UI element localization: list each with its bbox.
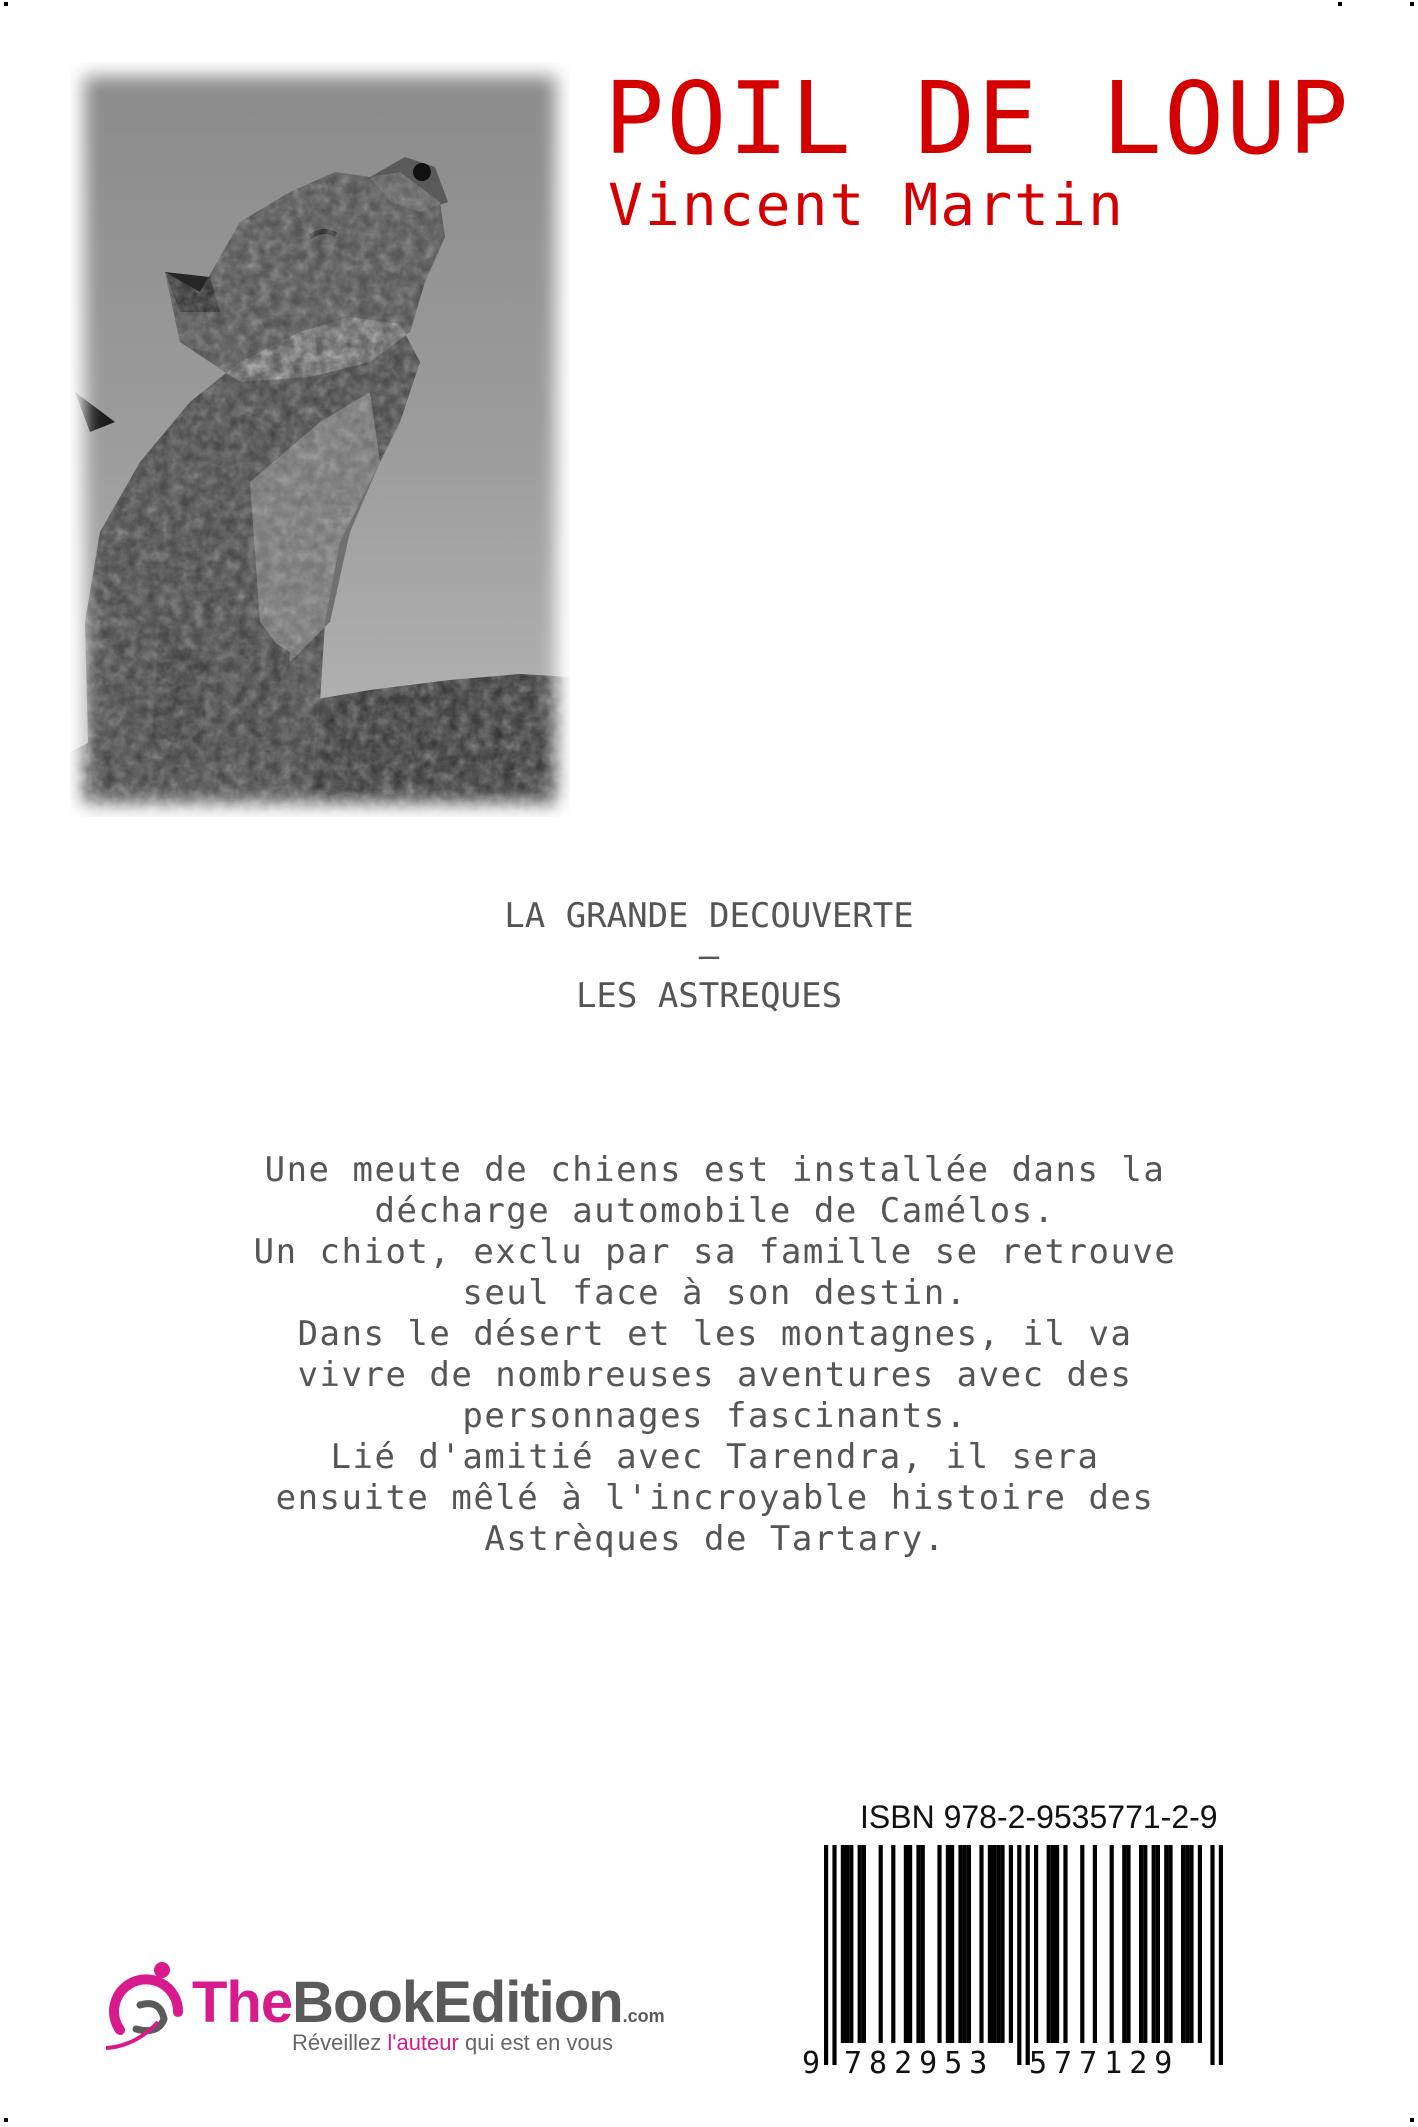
blurb-paragraph: Dans le désert et les montagnes, il va vivre de nombreuses aventures avec des personnages fascinants. [297,1314,1133,1436]
publisher-name-bookedition: BookEdition [292,1970,623,2035]
barcode-bar [996,1845,1000,2043]
barcode-bar [937,1845,941,2043]
barcode-bar [1164,1845,1168,2043]
series-line-2: LES ASTREQUES [575,976,843,1016]
barcode-bar [963,1845,967,2043]
crop-mark-right [1410,2,1414,6]
barcode-bar [1181,1845,1185,2043]
barcode-bar [845,1845,849,2043]
barcode-bar [862,1845,866,2043]
barcode-digits-left: 782953 [844,2046,995,2080]
barcode-bar [921,1845,925,2043]
barcode-bar [1080,1845,1084,2043]
barcode-bar [1139,1845,1143,2043]
publisher-emblem-icon [100,1960,190,2060]
barcode-bar [1063,1845,1067,2043]
series-separator: – [698,936,720,976]
tagline-start: Réveillez [292,2030,388,2055]
barcode-bar [858,1845,862,2043]
series-line-1: LA GRANDE DECOUVERTE [504,896,914,936]
crop-mark-top-left [4,2,8,6]
wolf-pup-illustration [70,62,570,817]
barcode-bar [908,1845,912,2043]
barcode-bar [1126,1845,1130,2043]
barcode-bar [1026,1845,1030,2065]
barcode-digits-right: 577129 [1029,2046,1180,2080]
barcode-bar [1055,1845,1059,2043]
howling-wolf-pup-icon [70,62,570,817]
tagline-accent: l'auteur [387,2030,459,2055]
barcode-bar [879,1845,883,2043]
barcode-bar [1156,1845,1160,2043]
barcode-bar [958,1845,962,2043]
barcode-bar [1210,1845,1214,2065]
barcode-bar [1047,1845,1051,2043]
isbn-barcode [794,1845,1234,2080]
blurb-paragraph: Lié d'amitié avec Tarendra, il sera ensuite mêlé à l'incroyable histoire des Astrèques de Tartary. [275,1437,1155,1559]
publisher-tagline [292,2030,613,2056]
barcode-bar [904,1845,908,2043]
barcode-bar [1000,1845,1004,2043]
barcode-bar [988,1845,992,2043]
tagline-end: qui est en vous [458,2030,613,2055]
barcode-bar [1017,1845,1021,2065]
barcode-bar [992,1845,996,2043]
publisher-logo [100,1960,680,2060]
barcode-bar [1093,1845,1097,2043]
barcode-bar [1219,1845,1223,2065]
crop-mark-top-right [1338,2,1342,6]
barcode-bar [1122,1845,1126,2043]
barcode-bar [979,1845,983,2043]
barcode-bar [824,1845,828,2065]
publisher-domain: .com [622,2006,665,2026]
isbn-label: ISBN 978-2-9535771-2-9 [860,1799,1218,1835]
book-author: Vincent Martin [608,171,1125,239]
series-block [0,895,1418,1015]
barcode-bar [1009,1845,1013,2043]
barcode-bar [891,1845,895,2043]
barcode-bar [1034,1845,1038,2043]
publisher-name-the: The [192,1970,293,2035]
barcode-bar [1168,1845,1172,2043]
barcode-bar [1143,1845,1147,2043]
barcode-bar [1198,1845,1202,2043]
back-cover-blurb [250,1150,1180,1560]
barcode-bar [832,1845,836,2065]
barcode-bar [849,1845,853,2043]
book-title: POIL DE LOUP [604,60,1351,177]
blurb-paragraph: Une meute de chiens est installée dans la décharge automobile de Camélos. [264,1150,1166,1231]
barcode-bar [1189,1845,1193,2043]
crop-mark-bottom-left [4,2118,8,2122]
barcode-bar [950,1845,954,2043]
barcode-bar [1051,1845,1055,2043]
barcode-bar [1152,1845,1156,2043]
blurb-paragraph: Un chiot, exclu par sa famille se retrouve seul face à son destin. [253,1232,1177,1313]
crop-mark-bottom-right [1410,2118,1414,2122]
barcode-bar [916,1845,920,2043]
barcode-bar [1185,1845,1189,2043]
barcode-digit-lead: 9 [802,2046,821,2080]
barcode-bar [946,1845,950,2043]
barcode-bar [1110,1845,1114,2043]
barcode-bar [967,1845,971,2043]
barcode-bar [841,1845,845,2043]
